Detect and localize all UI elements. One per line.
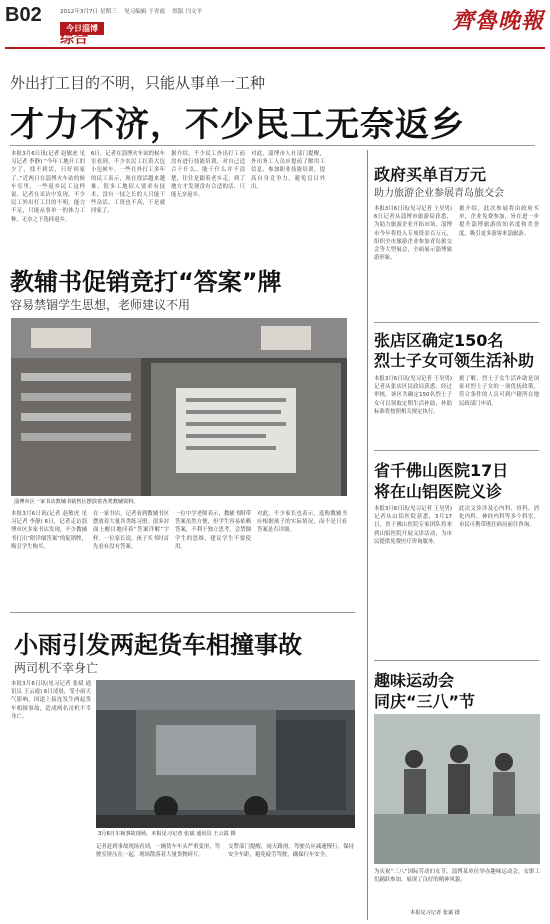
crash-subtitle: 两司机不幸身亡 <box>14 661 99 675</box>
crash-col-2: 记者赶到事故现场看到，一辆货车车头严重变形，驾驶室挤压在一起，现场散落着大量货物碎片。 <box>96 844 220 859</box>
newspaper-logo: 齊魯晚報 <box>451 8 544 34</box>
tourism-title: 政府买单百万元 <box>374 165 487 184</box>
martyrs-title: 张店区确定150名 <box>374 331 504 350</box>
bookstore-photo-art <box>11 318 347 496</box>
books-col-2: 在一家书店，记者看到教辅书区摆放着大量各类练习册，很多封面上醒目地印着“答案详解”字样。一位家长说，孩子买书时首先看有没有答案。 <box>93 511 169 550</box>
tourism-body-2: 据介绍，此次参展将由政府买单，企业免费参加，旨在进一步提升淄博旅游的知名度和美誉度，吸引更多游客来淄旅游。 <box>459 206 539 237</box>
hospital-title-2: 将在山铝医院义诊 <box>374 482 503 501</box>
hospital-rule <box>374 450 539 451</box>
lead-col-3: 据介绍，不少民工外出打工前没有进行技能培训，对自己适合干什么、能干什么并不清楚，往往是跟着老乡走，到了地方才发现没有合适的活，只能无奈返乡。 <box>171 151 245 199</box>
lead-kicker: 外出打工目的不明，只能从事单一工种 <box>10 74 266 92</box>
martyrs-body-2: 据了解，烈士子女生活补助是国家对烈士子女的一项优抚政策，符合条件的人员可到户籍所在地民政部门申请。 <box>459 376 539 407</box>
dance-photo-caption: 为庆祝“三八”国际劳动妇女节，淄博某单位举办趣味运动会，女职工们踊跃参加，展现了良好的精神风貌。 <box>374 869 540 884</box>
lead-col-1: 本报3月6日讯(记者 赵敏虎 见习记者 李静) “今年工地开工的少了，找不到活，只好回家了。”近两日在淄博火车站的候车室里，一些返乡民工这样说。记者在采访中发现，不少民工外出打工目的不明，能力不足，只能从事单一的体力工种，无奈之下选择返乡。 <box>11 151 85 223</box>
hospital-body-2: 此次义诊涉及心内科、骨科、消化内科、神经内科等多个科室，市民可携带既往病历前往咨询。 <box>459 506 539 529</box>
crash-col-3: 交警部门提醒，雨天路滑，驾驶员应减速慢行，保持安全车距，避免疲劳驾驶，确保行车安全。 <box>228 844 354 859</box>
section-tag-label: 今日淄博 <box>60 22 104 35</box>
crash-title: 小雨引发两起货车相撞事故 <box>14 631 302 659</box>
crash-col-1: 本报3月6日讯(见习记者 张斌 通讯员 王云霞) 6日凌晨，受小雨天气影响，国道上接连发生两起货车相撞事故，造成两名司机不幸身亡。 <box>11 681 91 720</box>
crash-photo-caption: 3月6日车祸事故现场。本报见习记者 张斌 通讯员 王云霞 摄 <box>98 831 236 837</box>
dance-rule <box>374 660 539 661</box>
martyrs-title-2: 烈士子女可领生活补助 <box>374 351 535 370</box>
lead-headline: 才力不济，不少民工无奈返乡 <box>10 105 465 145</box>
books-col-1: 本报3月6日讯(记者 赵敏虎 见习记者 李静) 6日，记者走访淄博市区多家书店发现，不少教辅书打出“附详细答案”的促销牌，吸引学生购买。 <box>11 511 87 550</box>
martyrs-rule <box>374 322 539 323</box>
books-subtitle: 容易禁锢学生思想，老师建议不用 <box>10 298 191 312</box>
page-number: B02 <box>5 4 42 26</box>
dance-credit: 本报见习记者 张斌 摄 <box>410 910 460 916</box>
books-title: 教辅书促销竞打“答案”牌 <box>10 268 282 296</box>
hospital-body-1: 本报3月6日讯(见习记者 王昊男) 记者从山铝医院获悉，3月17日，省千佛山医院专家团队将来到山铝医院开展义诊活动，为市民提供免费医疗咨询服务。 <box>374 506 452 545</box>
dance-title: 趣味运动会 <box>374 671 455 690</box>
crash-photo-art <box>96 680 355 828</box>
martyrs-body-1: 本报3月6日讯(见习记者 王昊男) 记者从张店区民政局获悉，经过审核，该区共确定150名烈士子女可以领取定期生活补助，补助标准将按照相关规定执行。 <box>374 376 452 415</box>
lead-col-4: 对此，淄博市人社部门提醒，外出务工人员应提前了解用工信息，参加职业技能培训，提高自身竞争力，避免盲目外出。 <box>251 151 325 190</box>
lead-col-2: 6日，记者在淄博火车站的候车室看到，不少农民工扛着大包小包候车。一些在外打工多年的民工表示，现在找活越来越难，很多工地招人要求有技术，没有一技之长的人只能干些杂活，工资也不高，于是就回家了。 <box>91 151 165 215</box>
books-col-3: 一位中学老师表示，教辅书附带答案虽然方便，但学生容易依赖答案，不利于独立思考，会禁锢学生的思维，建议学生不要使用。 <box>175 511 251 550</box>
dance-photo-art <box>374 714 540 864</box>
crash-rule <box>10 612 355 613</box>
tourism-subtitle: 助力旅游企业参展青岛旅交会 <box>374 188 504 199</box>
right-column-divider <box>367 150 368 920</box>
bookstore-photo <box>11 318 347 496</box>
lead-rule <box>10 145 535 146</box>
section-name: 综合 <box>60 31 88 47</box>
bookstore-photo-caption: 淄博市区一家书店教辅书销售区摆放着各类教辅资料。 <box>14 499 139 505</box>
tourism-body-1: 本报3月6日讯(见习记者 王昊男) 6日记者从淄博市旅游局获悉，为助力旅游企业开拓市场，淄博市今年将投入专项资金百万元，组织全市旅游企业参加青岛旅交会等大型展会，全面展示淄博旅游形象。 <box>374 206 452 262</box>
masthead-rule <box>5 47 545 49</box>
dance-photo <box>374 714 540 864</box>
date-line: 2012年3月7日 星期三 见习编辑 于青霞 组版 闫文平 <box>60 9 203 15</box>
crash-photo <box>96 680 355 828</box>
books-col-4: 对此，不少家长也表示，选购教辅书应根据孩子的实际情况，而不是只看答案是否详细。 <box>257 511 347 534</box>
dance-title-2: 同庆“三八”节 <box>374 692 476 711</box>
hospital-title: 省千佛山医院17日 <box>374 461 509 480</box>
